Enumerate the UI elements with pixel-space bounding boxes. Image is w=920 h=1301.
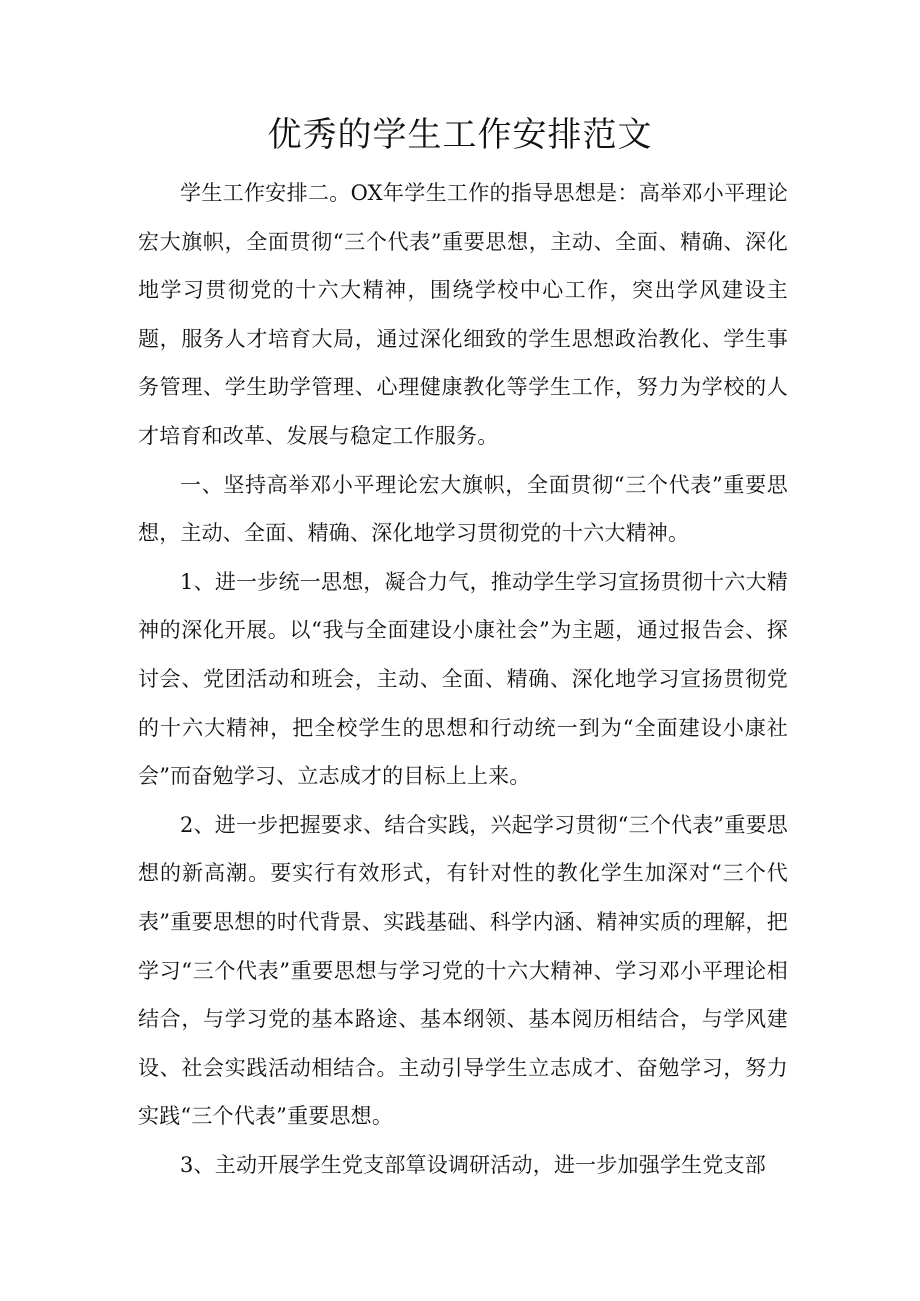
document-title: 优秀的学生工作安排范文 xyxy=(267,115,653,155)
document-body xyxy=(138,169,788,1189)
paragraph-section-1: 一、坚持高举邓小平理论宏大旗帜，全面贯彻“三个代表”重要思想，主动、全面、精确、深化地学习贯彻党的十六大精神。 xyxy=(138,472,788,546)
paragraph-item-2: 2、进一步把握要求、结合实践，兴起学习贯彻“三个代表”重要思想的新高潮。要实行有效形式，有针对性的教化学生加深对“三个代表”重要思想的时代背景、实践基础、科学内涵、精神实质的理解，把学习“三个代表”重要思想与学习党的十六大精神、学习邓小平理论相结合，与学习党的基本路途、基本纲领、基本阅历相结合，与学风建设、社会实践活动相结合。主动引导学生立志成才、奋勉学习，努力实践“三个代表”重要思想。 xyxy=(138,812,788,1129)
paragraph-item-3: 3、主动开展学生党支部筸设调研活动，进一步加强学生党支部 xyxy=(180,1152,766,1177)
paragraph-intro: 学生工作安排二。OX年学生工作的指导思想是：高举邓小平理论宏大旗帜，全面贯彻“三个代表”重要思想，主动、全面、精确、深化地学习贯彻党的十六大精神，围绕学校中心工作，突出学风建设主题，服务人才培育大局，通过深化细致的学生思想政治教化、学生事务管理、学生助学管理、心理健康教化等学生工作，努力为学校的人才培育和改革、发展与稳定工作服务。 xyxy=(138,181,788,448)
paragraph-item-1: 1、进一步统一思想，凝合力气，推动学生学习宣扬贯彻十六大精神的深化开展。以“我与全面建设小康社会”为主题，通过报告会、探讨会、党团活动和班会，主动、全面、精确、深化地学习宣扬贯彻党的十六大精神，把全校学生的思想和行动统一到为“全面建设小康社会”而奋勉学习、立志成才的目标上上来。 xyxy=(138,569,788,789)
